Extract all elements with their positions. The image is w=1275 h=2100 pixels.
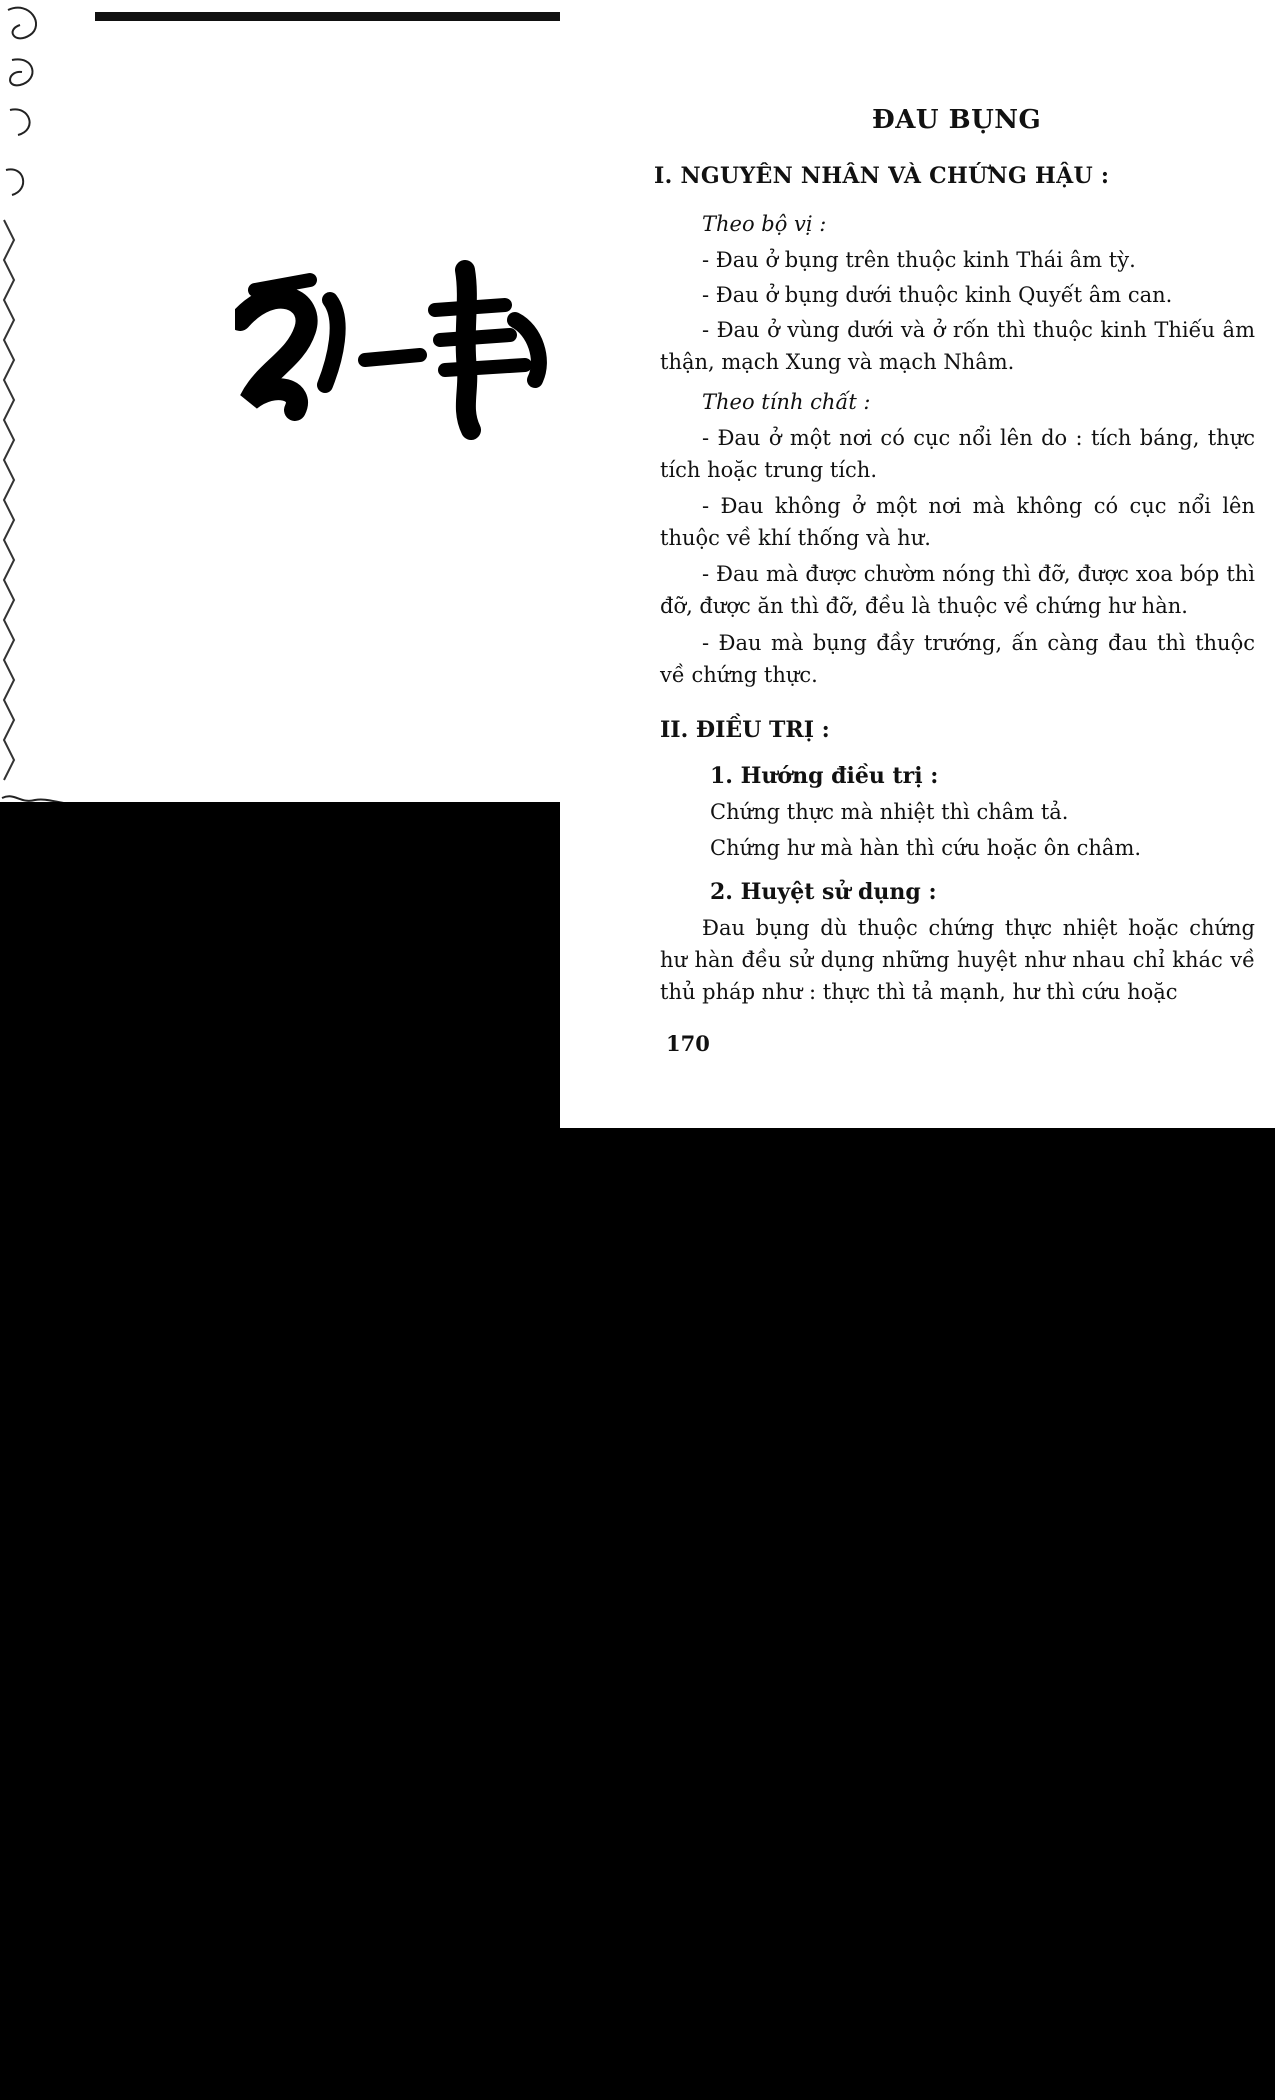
group-1-label: Theo bộ vị : bbox=[702, 212, 827, 236]
treatment-line: Chứng hư mà hàn thì cứu hoặc ôn châm. bbox=[710, 836, 1142, 860]
group-2-item: - Đau không ở một nơi mà không có cục nổi lên thuộc về khí thống và hư. bbox=[660, 494, 1255, 550]
scribble-icon bbox=[0, 790, 80, 802]
group-1-item: - Đau ở vùng dưới và ở rốn thì thuộc kinh Thiếu âm thận, mạch Xung và mạch Nhâm. bbox=[660, 318, 1255, 374]
page-title: ĐAU BỤNG bbox=[872, 105, 1042, 135]
border-ornament-icon bbox=[0, 0, 75, 802]
treatment-line: Chứng thực mà nhiệt thì châm tả. bbox=[710, 800, 1069, 824]
calligraphy-icon bbox=[235, 260, 560, 440]
group-1-item: - Đau ở bụng trên thuộc kinh Thái âm tỳ. bbox=[702, 248, 1136, 272]
section-1-heading: I. NGUYÊN NHÂN VÀ CHỨNG HẬU : bbox=[654, 163, 1110, 189]
left-page bbox=[0, 0, 560, 802]
group-2-label: Theo tính chất : bbox=[702, 390, 871, 414]
page-number: 170 bbox=[666, 1031, 710, 1056]
section-2-heading: II. ĐIỀU TRỊ : bbox=[660, 717, 830, 743]
acupoint-paragraph: Đau bụng dù thuộc chứng thực nhiệt hoặc chứng hư hàn đều sử dụng những huyệt như nhau chỉ khác về thủ pháp như : thực thì tả mạnh, hư thì cứu hoặc bbox=[660, 916, 1255, 1004]
group-2-item: - Đau ở một nơi có cục nổi lên do : tích báng, thực tích hoặc trung tích. bbox=[660, 426, 1255, 482]
subsection-2-heading: 2. Huyệt sử dụng : bbox=[710, 879, 937, 905]
subsection-1-heading: 1. Hướng điều trị : bbox=[710, 763, 939, 789]
group-1-item: - Đau ở bụng dưới thuộc kinh Quyết âm can. bbox=[702, 283, 1173, 307]
group-2-item: - Đau mà bụng đầy trướng, ấn càng đau thì thuộc về chứng thực. bbox=[660, 631, 1255, 687]
group-2-item: - Đau mà được chườm nóng thì đỡ, được xoa bóp thì đỡ, được ăn thì đỡ, đều là thuộc về chứng hư hàn. bbox=[660, 562, 1255, 618]
top-rule bbox=[95, 12, 560, 21]
